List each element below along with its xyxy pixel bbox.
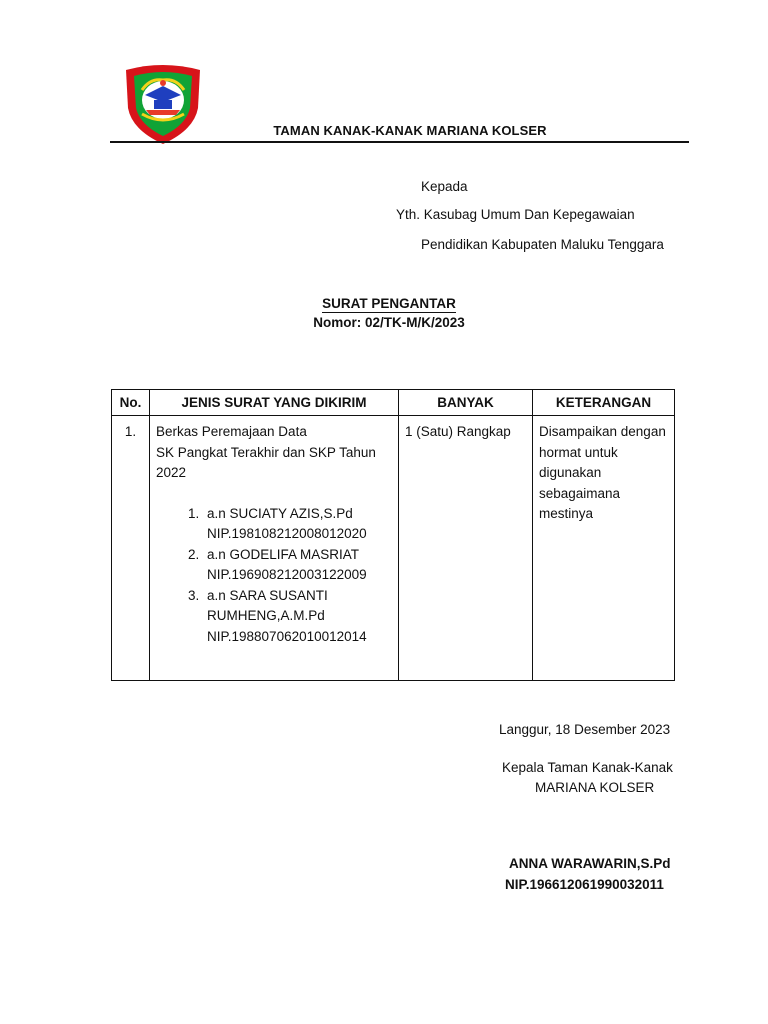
header-no: No. bbox=[112, 390, 150, 416]
list-item bbox=[203, 586, 392, 648]
list-item bbox=[203, 504, 392, 545]
cell-no: 1. bbox=[112, 416, 150, 681]
header-banyak: BANYAK bbox=[399, 390, 533, 416]
organization-title: TAMAN KANAK-KANAK MARIANA KOLSER bbox=[273, 123, 547, 138]
cell-keterangan: Disampaikan dengan hormat untuk digunakan sebagaimana mestinya bbox=[533, 416, 675, 681]
signer-role: Kepala Taman Kanak-Kanak bbox=[502, 760, 673, 775]
header-keterangan: KETERANGAN bbox=[533, 390, 675, 416]
list-item bbox=[203, 545, 392, 586]
cell-jenis bbox=[150, 416, 399, 681]
signer-nip: NIP.196612061990032011 bbox=[505, 877, 664, 892]
header-divider bbox=[110, 141, 689, 143]
address-recipient: Yth. Kasubag Umum Dan Kepegawaian bbox=[396, 207, 635, 222]
address-department: Pendidikan Kabupaten Maluku Tenggara bbox=[421, 237, 664, 252]
jenis-line2: SK Pangkat Terakhir dan SKP Tahun 2022 bbox=[156, 444, 376, 480]
letter-title bbox=[0, 296, 768, 311]
table-header-row bbox=[112, 390, 675, 416]
person-name: 3. a.n SARA SUSANTI RUMHENG,A.M.Pd bbox=[207, 587, 328, 623]
person-name: 2. a.n GODELIFA MASRIAT bbox=[207, 546, 360, 562]
letter-table bbox=[111, 389, 675, 681]
letter-number: Nomor: 02/TK-M/K/2023 bbox=[313, 315, 465, 330]
cell-banyak: 1 (Satu) Rangkap bbox=[399, 416, 533, 681]
person-nip: NIP.198807062010012014 bbox=[207, 628, 367, 644]
person-name: 1. a.n SUCIATY AZIS,S.Pd bbox=[207, 505, 353, 521]
place-date: Langgur, 18 Desember 2023 bbox=[499, 722, 671, 737]
header-jenis: JENIS SURAT YANG DIKIRIM bbox=[150, 390, 399, 416]
table-row bbox=[112, 416, 675, 681]
letter-title-text: SURAT PENGANTAR bbox=[322, 296, 456, 311]
signer-name: ANNA WARAWARIN,S.Pd bbox=[509, 856, 671, 871]
jenis-line1: Berkas Peremajaan Data bbox=[156, 424, 307, 439]
person-nip: NIP.198108212008012020 bbox=[207, 526, 367, 541]
names-list bbox=[156, 504, 392, 648]
address-kepada: Kepada bbox=[421, 179, 468, 194]
person-nip: NIP.196908212003122009 bbox=[207, 567, 367, 582]
signer-institution: MARIANA KOLSER bbox=[535, 780, 655, 795]
